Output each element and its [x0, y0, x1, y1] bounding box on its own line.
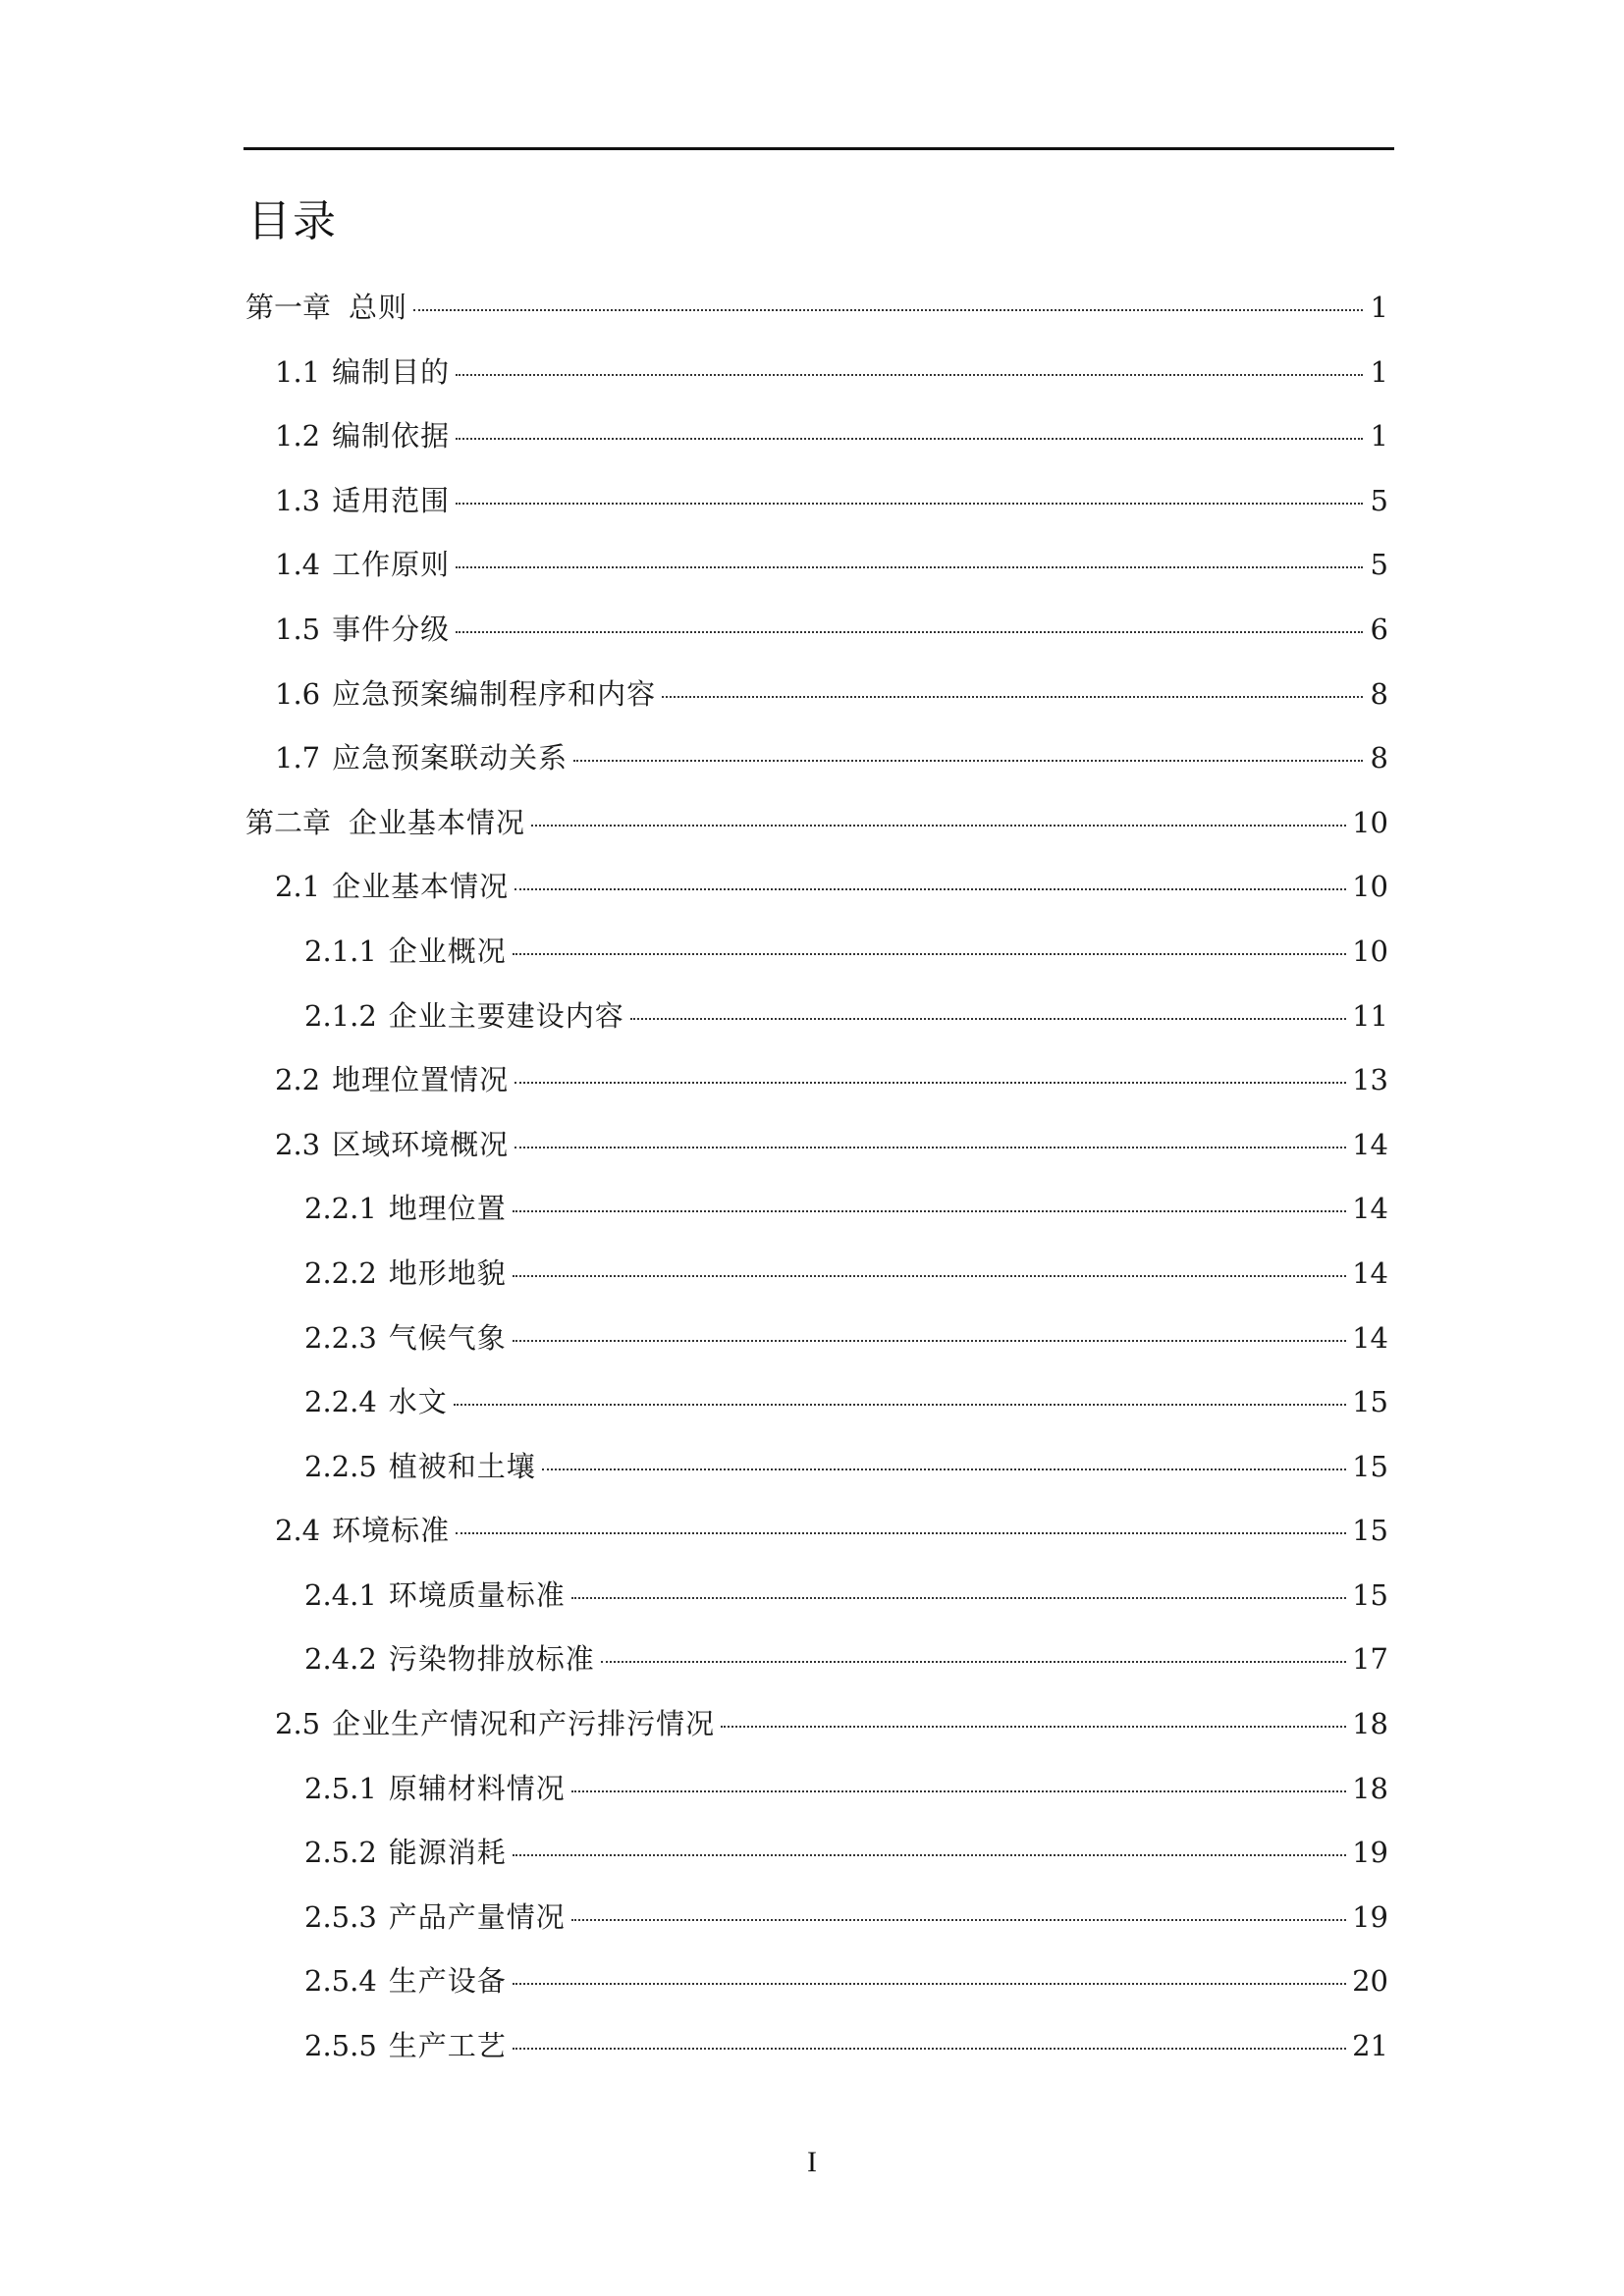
- toc-entry-number: 2.1.2: [304, 998, 377, 1033]
- toc-dot-leader: [571, 1790, 1346, 1792]
- toc-entry-page: 14: [1352, 1192, 1388, 1226]
- toc-entry[interactable]: [245, 288, 1388, 352]
- toc-dot-leader: [514, 888, 1346, 890]
- toc-entry-page: 15: [1352, 1385, 1388, 1419]
- toc-entry-number: 2.4: [275, 1514, 321, 1548]
- toc-dot-leader: [531, 825, 1346, 827]
- toc-entry-title: 企业生产情况和产污排污情况: [332, 1707, 716, 1741]
- header-rule: [244, 147, 1394, 150]
- toc-entry-number: 2.2.5: [304, 1449, 377, 1483]
- toc-entry-title: 环境标准: [332, 1514, 451, 1548]
- toc-entry[interactable]: [245, 2026, 1388, 2091]
- toc-entry[interactable]: [245, 1060, 1388, 1125]
- toc-dot-leader: [513, 1275, 1346, 1277]
- toc-entry-page: 14: [1352, 1255, 1388, 1290]
- toc-entry-page: 20: [1352, 1964, 1388, 1999]
- toc-dot-leader: [514, 1082, 1346, 1084]
- toc-entry-page: 15: [1352, 1514, 1388, 1548]
- toc-entry[interactable]: [245, 481, 1388, 546]
- toc-entry[interactable]: [245, 1769, 1388, 1834]
- toc-dot-leader: [456, 1532, 1346, 1534]
- toc-entry-number: 2.2.2: [304, 1255, 377, 1290]
- toc-entry-number: 2.2.1: [304, 1192, 377, 1226]
- toc-entry-page: 15: [1352, 1449, 1388, 1483]
- toc-entry[interactable]: [245, 416, 1388, 481]
- toc-entry-title: 污染物排放标准: [388, 1642, 595, 1677]
- toc-entry-number: 2.4.2: [304, 1642, 377, 1677]
- toc-dot-leader: [721, 1726, 1346, 1728]
- toc-dot-leader: [630, 1018, 1346, 1020]
- toc-entry[interactable]: [245, 1833, 1388, 1897]
- toc-entry-number: 1.6: [275, 676, 321, 711]
- toc-entry-number: 2.4.1: [304, 1577, 377, 1612]
- toc-entry-title: 总则: [349, 291, 408, 324]
- toc-dot-leader: [513, 1983, 1346, 1985]
- toc-entry-number: 2.5.4: [304, 1964, 377, 1999]
- toc-entry-number: 2.5: [275, 1707, 321, 1741]
- toc-dot-leader: [456, 374, 1363, 376]
- toc-entry-number: 1.2: [275, 419, 321, 454]
- toc-entry-title: 生产工艺: [388, 2029, 507, 2063]
- toc-entry-number: 1.7: [275, 741, 321, 775]
- toc-entry-title: 企业主要建设内容: [388, 998, 624, 1033]
- toc-entry[interactable]: [245, 1318, 1388, 1383]
- page-title: 目录: [247, 196, 338, 246]
- toc-entry-number: 2.5.5: [304, 2029, 377, 2063]
- toc-entry-title: 地理位置: [388, 1192, 507, 1226]
- toc-dot-leader: [514, 1147, 1346, 1148]
- toc-entry-number: 2.3: [275, 1127, 321, 1161]
- toc-entry-title: 工作原则: [332, 548, 451, 582]
- toc-entry[interactable]: [245, 996, 1388, 1061]
- toc-entry-number: 1.4: [275, 548, 321, 582]
- toc-entry-number: 2.2.3: [304, 1320, 377, 1355]
- toc-entry-title: 地形地貌: [388, 1255, 507, 1290]
- toc-entry-page: 17: [1352, 1642, 1388, 1677]
- toc-entry-number: 2.1.1: [304, 934, 377, 968]
- toc-entry-title: 应急预案联动关系: [332, 741, 568, 775]
- toc-entry-number: 2.2.4: [304, 1385, 377, 1419]
- toc-entry[interactable]: [245, 1382, 1388, 1447]
- toc-dot-leader: [454, 1404, 1346, 1406]
- toc-entry[interactable]: [245, 610, 1388, 674]
- toc-entry-number: 1.3: [275, 483, 321, 517]
- toc-dot-leader: [456, 566, 1363, 568]
- toc-entry-page: 6: [1370, 612, 1388, 646]
- toc-entry-page: 10: [1352, 870, 1388, 904]
- toc-dot-leader: [456, 631, 1363, 633]
- toc-entry-number: 第一章: [245, 291, 332, 324]
- toc-entry-number: 2.2: [275, 1063, 321, 1097]
- toc-entry[interactable]: [245, 1704, 1388, 1769]
- toc-dot-leader: [571, 1597, 1346, 1599]
- toc-entry-page: 19: [1352, 1899, 1388, 1934]
- toc-entry-title: 企业基本情况: [349, 805, 526, 839]
- toc-entry-page: 18: [1352, 1771, 1388, 1805]
- toc-entry[interactable]: [245, 1189, 1388, 1254]
- toc-entry-page: 8: [1370, 676, 1388, 711]
- toc-entry-page: 5: [1370, 548, 1388, 582]
- toc-entry-number: 2.5.1: [304, 1771, 377, 1805]
- toc-entry-page: 15: [1352, 1577, 1388, 1612]
- toc-dot-leader: [456, 438, 1363, 440]
- toc-entry-number: 1.1: [275, 354, 321, 389]
- toc-entry-title: 编制依据: [332, 419, 451, 454]
- toc-entry[interactable]: [245, 545, 1388, 610]
- toc-entry[interactable]: [245, 738, 1388, 803]
- toc-entry-title: 植被和土壤: [388, 1449, 536, 1483]
- toc-entry-page: 18: [1352, 1707, 1388, 1741]
- toc-entry-title: 应急预案编制程序和内容: [332, 676, 657, 711]
- toc-entry-title: 原辅材料情况: [388, 1771, 566, 1805]
- toc-entry-title: 企业基本情况: [332, 870, 510, 904]
- toc-entry-page: 13: [1352, 1063, 1388, 1097]
- toc-entry-page: 10: [1352, 805, 1388, 839]
- table-of-contents: [245, 288, 1388, 2091]
- toc-entry[interactable]: [245, 1254, 1388, 1318]
- toc-entry-title: 能源消耗: [388, 1836, 507, 1870]
- toc-entry[interactable]: [245, 1125, 1388, 1190]
- toc-entry-title: 适用范围: [332, 483, 451, 517]
- toc-entry-title: 水文: [388, 1385, 448, 1419]
- toc-entry-page: 8: [1370, 741, 1388, 775]
- toc-entry-page: 5: [1370, 483, 1388, 517]
- toc-entry-page: 1: [1370, 354, 1388, 389]
- toc-entry-title: 生产设备: [388, 1964, 507, 1999]
- toc-entry[interactable]: [245, 1447, 1388, 1512]
- toc-entry-title: 事件分级: [332, 612, 451, 646]
- toc-dot-leader: [513, 1210, 1346, 1212]
- toc-entry-page: 21: [1352, 2029, 1388, 2063]
- toc-entry-number: 1.5: [275, 612, 321, 646]
- toc-entry[interactable]: [245, 1575, 1388, 1640]
- toc-dot-leader: [571, 1919, 1346, 1921]
- toc-entry[interactable]: [245, 1897, 1388, 1962]
- toc-entry-number: 2.5.2: [304, 1836, 377, 1870]
- toc-entry-page: 14: [1352, 1320, 1388, 1355]
- toc-entry-page: 10: [1352, 934, 1388, 968]
- footer-page-number: I: [807, 2146, 817, 2178]
- toc-entry-title: 产品产量情况: [388, 1899, 566, 1934]
- toc-entry-number: 2.5.3: [304, 1899, 377, 1934]
- toc-dot-leader: [542, 1468, 1346, 1470]
- toc-dot-leader: [601, 1661, 1346, 1663]
- toc-dot-leader: [662, 696, 1363, 698]
- toc-entry-page: 1: [1370, 419, 1388, 454]
- toc-entry-number: 第二章: [245, 805, 332, 839]
- toc-entry-number: 2.1: [275, 870, 321, 904]
- toc-entry[interactable]: [245, 352, 1388, 417]
- toc-dot-leader: [513, 953, 1346, 955]
- toc-entry-page: 11: [1352, 998, 1388, 1033]
- toc-dot-leader: [513, 1340, 1346, 1342]
- toc-entry-title: 区域环境概况: [332, 1127, 510, 1161]
- toc-dot-leader: [573, 760, 1363, 762]
- toc-entry-title: 气候气象: [388, 1320, 507, 1355]
- toc-entry[interactable]: [245, 1639, 1388, 1704]
- toc-dot-leader: [513, 1854, 1346, 1856]
- toc-dot-leader: [456, 503, 1363, 505]
- toc-entry[interactable]: [245, 674, 1388, 739]
- toc-entry[interactable]: [245, 803, 1388, 868]
- toc-entry-title: 地理位置情况: [332, 1063, 510, 1097]
- toc-dot-leader: [513, 2048, 1346, 2050]
- toc-entry-title: 编制目的: [332, 354, 451, 389]
- toc-entry-title: 环境质量标准: [388, 1577, 566, 1612]
- toc-entry[interactable]: [245, 867, 1388, 932]
- toc-entry-page: 19: [1352, 1836, 1388, 1870]
- toc-entry-page: 14: [1352, 1127, 1388, 1161]
- toc-entry-page: 1: [1370, 291, 1388, 324]
- toc-entry[interactable]: [245, 932, 1388, 996]
- toc-dot-leader: [413, 309, 1363, 311]
- toc-entry-title: 企业概况: [388, 934, 507, 968]
- toc-entry[interactable]: [245, 1961, 1388, 2026]
- toc-entry[interactable]: [245, 1511, 1388, 1575]
